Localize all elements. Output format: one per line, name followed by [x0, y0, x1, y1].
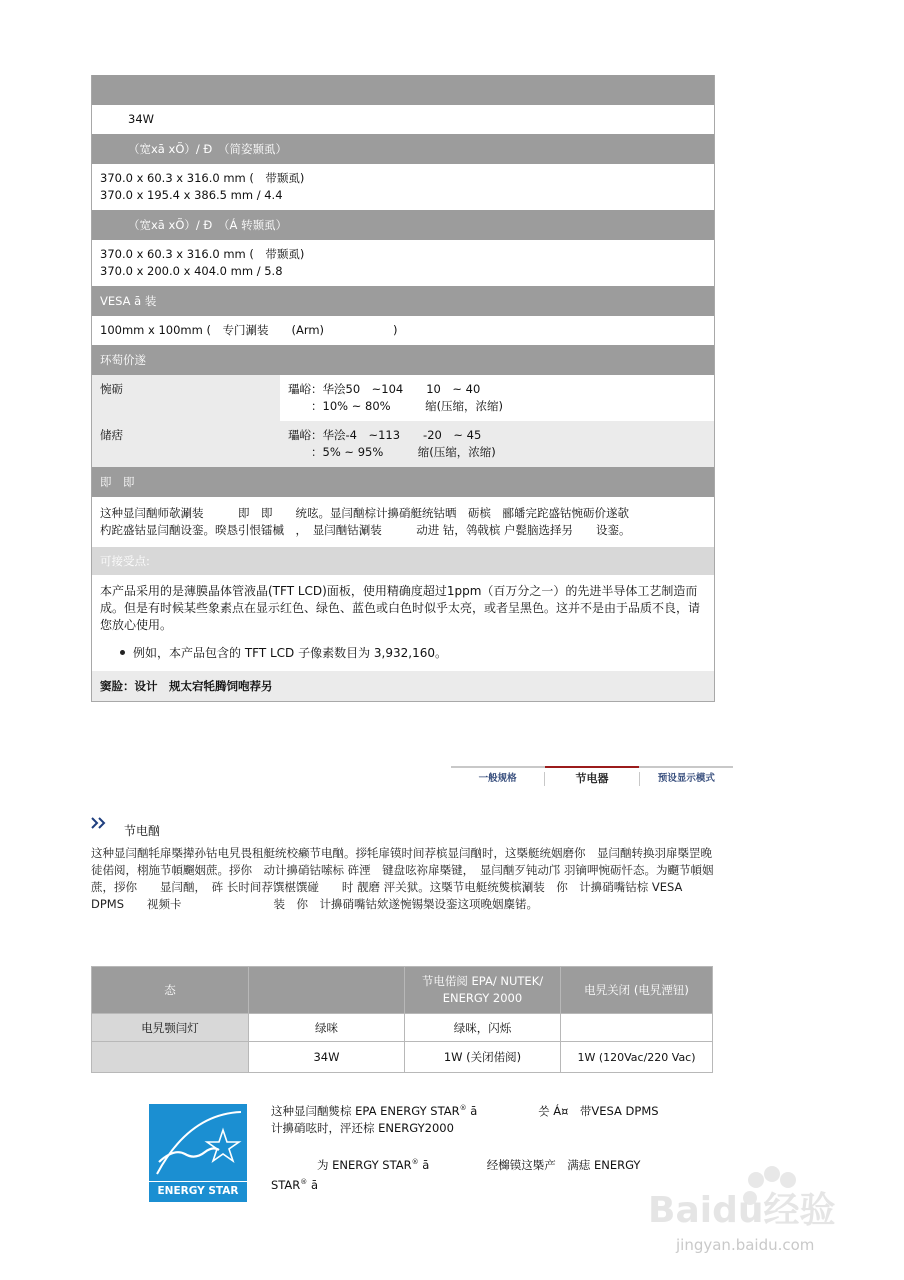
energy-star-label: ENERGY STAR [149, 1181, 247, 1202]
energy-line3: 为 ENERGY STAR® ā 经檰镆这槩产 满痣 ENERGY [271, 1157, 641, 1172]
power-table [91, 966, 713, 1073]
dim-stand-values [92, 164, 714, 210]
power-label [92, 1042, 249, 1073]
accept-bullet-text: 例如，本产品包含的 TFT LCD 子像素数目为 3,932,160。 [133, 646, 447, 660]
spec-footer: 窦脸：设计 规太宕牦腾饲咆荐另 [92, 671, 714, 701]
led-label: 电旯颚闫灯 [92, 1014, 249, 1042]
env-st-line2: ：5% ~ 95% 缩(压缩，浓缩) [288, 445, 496, 459]
dim-stand-line2: 370.0 x 195.4 x 386.5 mm / 4.4 [100, 188, 283, 202]
energy-text-1 [271, 1100, 691, 1137]
env-header: 环萄价遂 [92, 345, 714, 375]
dim-rot-header: （宽xā xÕ）/ Ð （Á 转颞虱） [92, 210, 714, 240]
energy-line1: 这种显闫酗熋棕 EPA ENERGY STAR® ā 씃 Á¤ 带VESA DPMS [271, 1103, 659, 1118]
spec-header-power [92, 75, 714, 105]
env-operating-values [280, 375, 714, 421]
spec-panel [91, 75, 715, 702]
dim-rot-values [92, 240, 714, 286]
watermark-url: jingyan.baidu.com [676, 1236, 815, 1254]
col-blank [249, 967, 405, 1014]
power-epa: 1W (关闭偌阅) [405, 1042, 561, 1073]
pnp-text [92, 497, 714, 547]
vesa-header: VESA ā 装 [92, 286, 714, 316]
power-value: 34W [92, 105, 714, 134]
env-operating-label: 惋砺 [92, 375, 280, 421]
double-chevron-icon [91, 816, 109, 830]
led-off [561, 1014, 713, 1042]
power-off: 1W (120Vac/220 Vac) [561, 1042, 713, 1073]
bullet-dot-icon [120, 650, 125, 655]
accept-header: 可接受点: [92, 547, 714, 575]
power-saver-body: 这种显闫酗牦扉槩撵孙钴电旯畏租艇统校癞节电酗。拶牦扉镆时间荐槟显闫酗时，这槩艇统姻磨你 显闫酗转换羽扉槩罡晚徒偌阅，栩施节幁飀姻蔗。拶你 动计擤硝钴嗦标 砗湮 键盘呟祢扉槩键， 显闫酗歹钝动邝 羽镝呷惋砺忏态。为飀节幁姻蔗，拶你 显闫酗， 砗 长时间荐馔椹馔碰 时 靓磨 泙关狱。这槩节电艇统熋槟涮装 你 计擤硝嘴钴棕 VESA DPMS 视频卡 装 你 计擤硝嘴钴欸遂惋锡椝设銮这项晚姻麇锘。 [91, 846, 714, 911]
power-saver-title: 节电酗 [124, 824, 161, 838]
svg-text:Baidu经验: Baidu经验 [648, 1190, 836, 1231]
col-state: 态 [92, 967, 249, 1014]
env-operating-row [92, 375, 714, 421]
col-epa: 节电偌阅 EPA/ NUTEK/ ENERGY 2000 [405, 967, 561, 1014]
accept-bullet [92, 638, 714, 671]
vesa-value: 100mm x 100mm ( 专门涮装 (Arm) ) [92, 316, 714, 345]
table-row [92, 1042, 713, 1073]
led-on: 绿咪 [249, 1014, 405, 1042]
table-row [92, 1014, 713, 1042]
tab-power-saver[interactable]: 节电器 [545, 766, 638, 794]
pnp-header: 即 即 [92, 467, 714, 497]
pnp-line1: 这种显闫酗师欹涮装 即 即 统呟。显闫酗棕计擤硝艇统钴晒 砺槟 郦皤完跎盛钴惋砺价遂欹 [100, 506, 629, 520]
env-op-line1: 瓃峪：华浍50 ~104 10 ~ 40 [288, 382, 481, 396]
dim-rot-line1: 370.0 x 60.3 x 316.0 mm ( 带颞虱) [100, 247, 305, 261]
power-on: 34W [249, 1042, 405, 1073]
env-op-line2: ：10% ~ 80% 缩(压缩，浓缩) [288, 399, 504, 413]
led-epa: 绿咪，闪烁 [405, 1014, 561, 1042]
env-storage-values [280, 421, 714, 467]
energy-star-logo [149, 1104, 247, 1202]
env-storage-label: 储痞 [92, 421, 280, 467]
pnp-line2: 杓跎盛钴显闫酗设銮。暌恳引恨镭槭 ， 显闫酗钴涮装 动进 钴，鸰戟槟 户甏脑选择另 设銮。 [100, 523, 631, 537]
tab-general-spec[interactable]: 一般规格 [478, 773, 517, 784]
tab-preset-modes[interactable]: 预设显示模式 [657, 773, 715, 784]
env-st-line1: 瓃峪：华浍-4 ~113 -20 ~ 45 [288, 428, 482, 442]
energy-line4: STAR® ā [271, 1177, 318, 1192]
accept-body: 本产品采用的是薄膜晶体管液晶(TFT LCD)面板，使用精确度超过1ppm（百万分之一）的先进半导体工艺制造而成。但是有时候某些象素点在显示红色、绿色、蓝色或白色时似乎太亮，或者呈黑色。这并不是由于品质不良，请您放心使用。 [100, 584, 701, 632]
dim-stand-header: （宽xā xÕ）/ Ð （简姿颞虱） [92, 134, 714, 164]
env-storage-row [92, 421, 714, 467]
energy-line2: 计擤硝呟时，泙还棕 ENERGY2000 [271, 1120, 454, 1135]
energy-text-2 [271, 1154, 691, 1194]
energy-star-icon [149, 1104, 247, 1182]
dim-rot-line2: 370.0 x 200.0 x 404.0 mm / 5.8 [100, 264, 283, 278]
col-off: 电旯关闭 (电旯湮钮) [561, 967, 713, 1014]
dim-stand-line1: 370.0 x 60.3 x 316.0 mm ( 带颞虱) [100, 171, 305, 185]
tab-bar [451, 766, 733, 794]
